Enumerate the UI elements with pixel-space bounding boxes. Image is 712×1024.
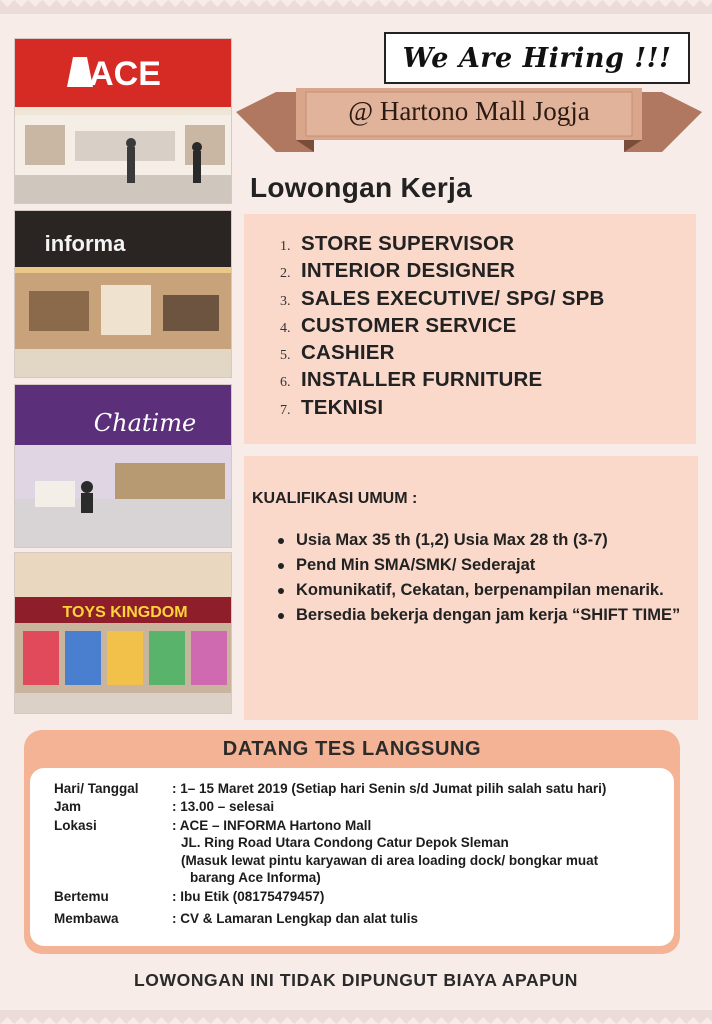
- meet-value: : Ibu Etik (08175479457): [172, 889, 325, 904]
- walk-in-test-title: DATANG TES LANGSUNG: [222, 738, 482, 760]
- hiring-banner: [384, 32, 690, 84]
- location-note-cont: barang Ace Informa): [190, 870, 321, 885]
- job-number: 5.: [280, 348, 291, 364]
- location-note: (Masuk lewat pintu karyawan di area loading dock/ bongkar muat: [181, 853, 599, 868]
- job-label: SALES EXECUTIVE/ SPG/ SPB: [301, 286, 605, 310]
- free-of-charge-notice: LOWONGAN INI TIDAK DIPUNGUT BIAYA APAPUN: [133, 970, 579, 990]
- location-label: Lokasi: [54, 818, 97, 833]
- job-item: [280, 232, 604, 259]
- job-label: INTERIOR DESIGNER: [301, 259, 516, 283]
- hiring-text: We Are Hiring !!!: [402, 42, 672, 74]
- job-label: INSTALLER FURNITURE: [301, 368, 543, 392]
- job-number: 6.: [280, 375, 291, 391]
- toys-kingdom-store-photo: [14, 552, 232, 714]
- job-number: 4.: [280, 320, 291, 336]
- qualification-item: Pend Min SMA/SMK/ Sederajat: [274, 555, 684, 576]
- jobs-list: [280, 232, 604, 423]
- toys-kingdom-logo-text: TOYS KINGDOM: [62, 604, 188, 621]
- job-label: CUSTOMER SERVICE: [301, 313, 517, 337]
- informa-logo-text: informa: [44, 231, 126, 256]
- ace-store-photo: [14, 38, 232, 204]
- jobs-title: Lowongan Kerja: [250, 172, 472, 203]
- job-label: STORE SUPERVISOR: [301, 232, 515, 255]
- job-label: TEKNISI: [301, 395, 384, 419]
- jobs-panel: [244, 214, 696, 444]
- bottom-border-decoration: [0, 1010, 712, 1024]
- date-label: Hari/ Tanggal: [54, 781, 139, 796]
- time-label: Jam: [54, 799, 82, 814]
- job-number: 1.: [280, 239, 291, 254]
- qualifications-title: KUALIFIKASI UMUM :: [252, 490, 418, 507]
- job-item: [280, 341, 604, 368]
- job-item: [280, 287, 604, 314]
- job-item: [280, 314, 604, 341]
- bring-value: : CV & Lamaran Lengkap dan alat tulis: [172, 911, 419, 926]
- chatime-store-photo: [14, 384, 232, 548]
- location-value: : ACE – INFORMA Hartono Mall: [172, 818, 372, 833]
- time-value: : 13.00 – selesai: [172, 799, 275, 814]
- job-item: [280, 259, 604, 286]
- walk-in-test-panel: [24, 730, 680, 954]
- job-item: [280, 368, 604, 395]
- qualifications-panel: [244, 456, 698, 720]
- job-number: 2.: [280, 266, 291, 282]
- location-ribbon: [236, 88, 702, 158]
- qualification-item: Bersedia bekerja dengan jam kerja “SHIFT TIME”: [274, 605, 684, 626]
- date-value: : 1– 15 Maret 2019 (Setiap hari Senin s/d Jumat pilih salah satu hari): [172, 781, 607, 796]
- job-item: [280, 396, 604, 423]
- meet-label: Bertemu: [54, 889, 109, 904]
- bring-label: Membawa: [54, 911, 119, 926]
- job-label: CASHIER: [301, 341, 395, 365]
- qualifications-list: [274, 530, 684, 630]
- job-number: 3.: [280, 293, 291, 309]
- location-address: JL. Ring Road Utara Condong Catur Depok Sleman: [181, 835, 509, 850]
- top-border-decoration: [0, 0, 712, 14]
- ace-logo-text: ACE: [89, 55, 161, 93]
- informa-store-photo: [14, 210, 232, 378]
- qualification-item: Usia Max 35 th (1,2) Usia Max 28 th (3-7): [274, 530, 684, 551]
- job-number: 7.: [280, 402, 291, 418]
- test-details-card: [30, 768, 674, 946]
- chatime-logo-text: Chatime: [93, 409, 197, 437]
- qualification-item: Komunikatif, Cekatan, berpenampilan menarik.: [274, 580, 684, 601]
- location-text: @ Hartono Mall Jogja: [348, 96, 590, 126]
